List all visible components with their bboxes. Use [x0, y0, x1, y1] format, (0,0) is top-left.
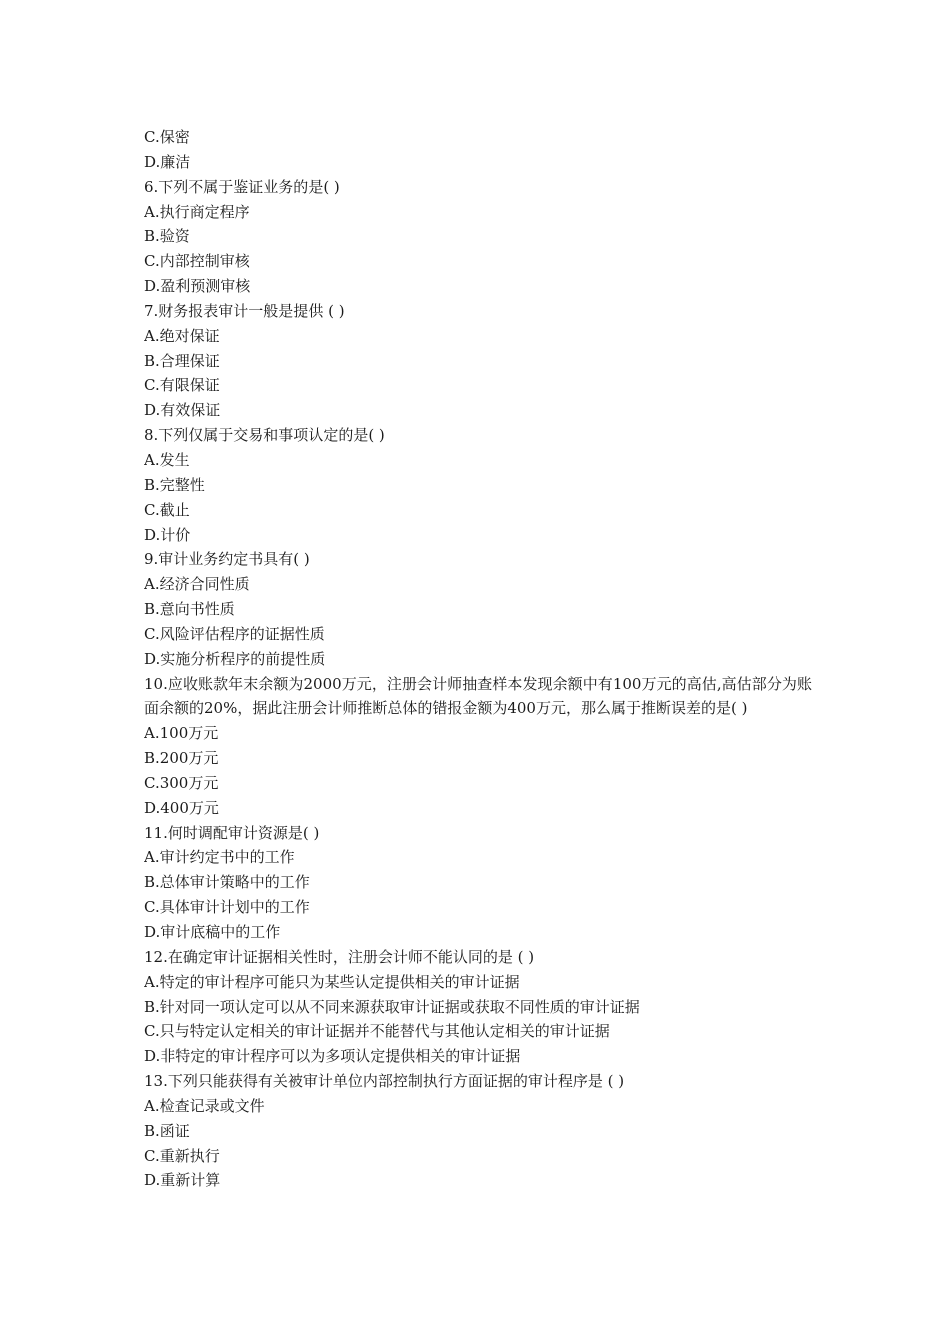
text-line: B.总体审计策略中的工作 — [144, 873, 310, 892]
text-line: A.审计约定书中的工作 — [144, 848, 295, 867]
text-line: D.廉洁 — [144, 152, 191, 171]
text-line: D.审计底稿中的工作 — [144, 923, 281, 941]
text-line: D.重新计算 — [144, 1171, 221, 1190]
text-line: D.实施分析程序的前提性质 — [144, 649, 326, 668]
text-line: C.风险评估程序的证据性质 — [144, 624, 325, 643]
text-line: C.截止 — [144, 500, 190, 519]
text-line: B.验资 — [144, 227, 190, 246]
text-line: A.发生 — [144, 450, 190, 469]
text-line: A.100万元 — [144, 724, 219, 743]
text-line: A.特定的审计程序可能只为某些认定提供相关的审计证据 — [144, 972, 520, 991]
text-line: D.有效保证 — [144, 401, 221, 420]
text-line: B.函证 — [144, 1121, 190, 1140]
text-line: B.完整性 — [144, 475, 205, 494]
text-line: B.合理保证 — [144, 351, 220, 370]
document-page — [144, 125, 812, 1193]
text-line: C.具体审计计划中的工作 — [144, 898, 310, 917]
text-line: C.重新执行 — [144, 1146, 220, 1165]
text-line: 11.何时调配审计资源是( ) — [144, 823, 320, 842]
text-line: C.只与特定认定相关的审计证据并不能替代与其他认定相关的审计证据 — [144, 1022, 610, 1041]
text-line: 8.下列仅属于交易和事项认定的是( ) — [144, 426, 385, 445]
question-block-top — [144, 125, 812, 672]
text-line: 6.下列不属于鉴证业务的是( ) — [144, 177, 340, 196]
text-line: A.执行商定程序 — [144, 202, 250, 221]
text-line: B.针对同一项认定可以从不同来源获取审计证据或获取不同性质的审计证据 — [144, 997, 640, 1016]
text-line: 12.在确定审计证据相关性时，注册会计师不能认同的是 ( ) — [144, 947, 535, 966]
text-line: D.400万元 — [144, 798, 219, 817]
text-line: D.计价 — [144, 525, 191, 544]
text-line: A.经济合同性质 — [144, 575, 250, 594]
text-line: 13.下列只能获得有关被审计单位内部控制执行方面证据的审计程序是 ( ) — [144, 1072, 625, 1091]
text-line: A.检查记录或文件 — [144, 1096, 265, 1115]
text-line: 7.财务报表审计一般是提供 ( ) — [144, 301, 345, 320]
text-line: C.300万元 — [144, 773, 219, 792]
text-line: C.有限保证 — [144, 376, 220, 395]
text-line: D.非特定的审计程序可以为多项认定提供相关的审计证据 — [144, 1047, 521, 1066]
text-line: D.盈利预测审核 — [144, 277, 251, 296]
text-line: 9.审计业务约定书具有( ) — [144, 550, 310, 569]
question-block-bottom — [144, 721, 812, 1193]
text-line: B.200万元 — [144, 749, 219, 768]
text-line: A.绝对保证 — [144, 326, 220, 345]
text-line: B.意向书性质 — [144, 600, 235, 619]
text-line: C.保密 — [144, 128, 190, 146]
question-10-stem: 10.应收账款年末余额为2000万元，注册会计师抽查样本发现余额中有100万元的高估,高估部分为账面余额的20%，据此注册会计师推断总体的错报金额为400万元，那么属于推断误差的是( ) — [144, 674, 812, 718]
text-line: C.内部控制审核 — [144, 252, 250, 271]
